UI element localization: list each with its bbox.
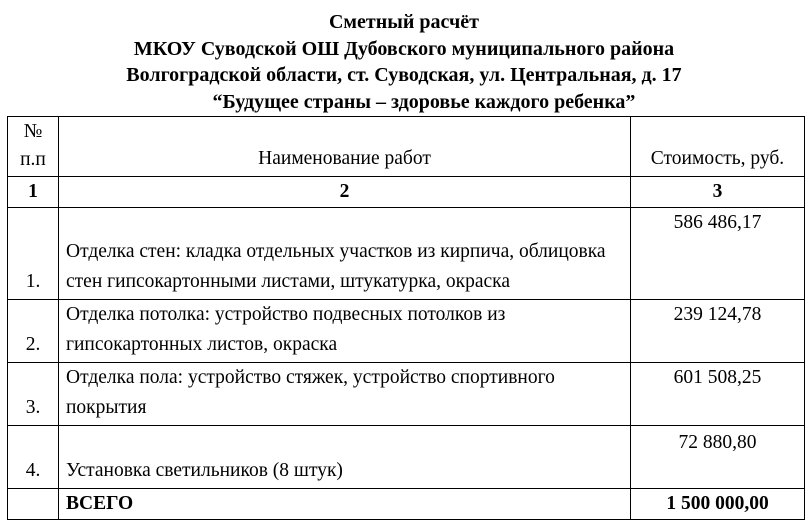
header-number <box>8 117 59 177</box>
header-work-name: Наименование работ <box>59 117 631 177</box>
table-header-row <box>8 117 805 177</box>
row-work-name: Установка светильников (8 штук) <box>59 426 631 489</box>
header-number-line1: № <box>23 121 43 142</box>
estimate-table <box>7 116 805 520</box>
column-index-3: 3 <box>631 177 805 208</box>
row-work-name: Отделка пола: устройство стяжек, устройство спортивного покрытия <box>59 363 631 426</box>
table-row <box>8 300 805 363</box>
row-number: 1. <box>8 208 59 300</box>
organization-name: МКОУ Суводской ОШ Дубовского муниципального района <box>133 38 675 60</box>
row-cost: 72 880,80 <box>631 426 805 489</box>
row-number: 4. <box>8 426 59 489</box>
row-cost: 239 124,78 <box>631 300 805 363</box>
table-row <box>8 363 805 426</box>
header-number-line2: п.п <box>20 149 46 170</box>
document-title: Сметный расчёт <box>328 11 479 33</box>
row-cost: 586 486,17 <box>631 208 805 300</box>
row-number: 2. <box>8 300 59 363</box>
row-work-name: Отделка потолка: устройство подвесных потолков из гипсокартонных листов, окраска <box>59 300 631 363</box>
table-row <box>8 208 805 300</box>
project-name: “Будущее страны – здоровье каждого ребенка” <box>212 91 636 113</box>
column-index-row <box>8 177 805 208</box>
total-label: ВСЕГО <box>59 489 631 520</box>
column-index-1: 1 <box>8 177 59 208</box>
total-number-cell <box>8 489 59 520</box>
row-cost: 601 508,25 <box>631 363 805 426</box>
organization-address: Волгоградской области, ст. Суводская, ул. Центральная, д. 17 <box>126 64 682 86</box>
column-index-2: 2 <box>59 177 631 208</box>
table-row <box>8 426 805 489</box>
row-work-name: Отделка стен: кладка отдельных участков из кирпича, облицовка стен гипсокартонными листами, штукатурка, окраска <box>59 208 631 300</box>
total-row <box>8 489 805 520</box>
header-cost: Стоимость, руб. <box>631 117 805 177</box>
row-number: 3. <box>8 363 59 426</box>
total-value: 1 500 000,00 <box>631 489 805 520</box>
